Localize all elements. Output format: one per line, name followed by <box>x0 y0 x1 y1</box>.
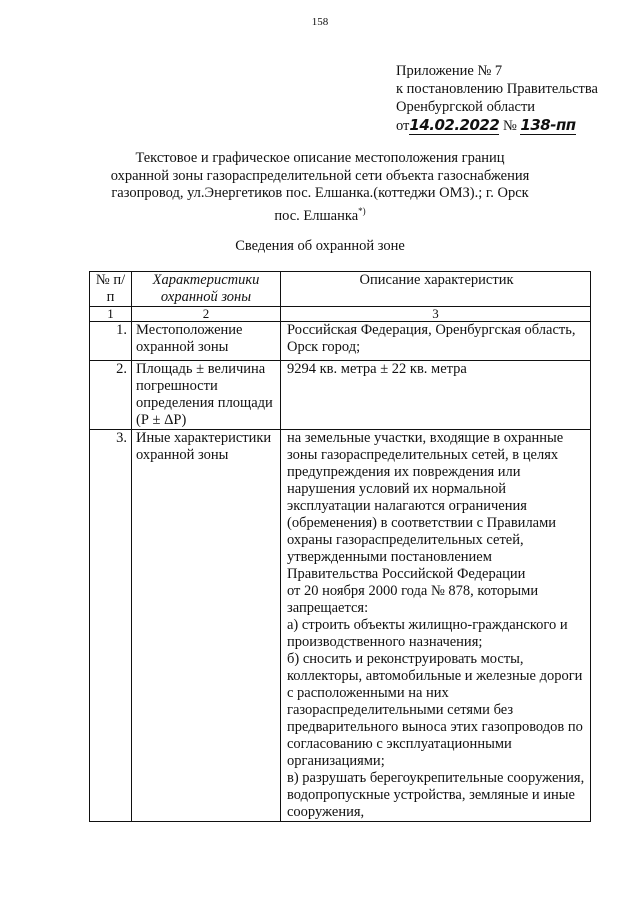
table-row <box>90 322 591 361</box>
appendix-date-line <box>396 116 598 135</box>
table-row <box>90 430 591 822</box>
row-name: Местоположение охранной зоны <box>132 322 281 361</box>
row-name: Площадь ± величина погрешности определения площади (Р ± ΔР) <box>132 361 281 430</box>
col-number: 1 <box>90 307 132 322</box>
row-desc: Российская Федерация, Оренбургская область, Орск город; <box>281 322 591 361</box>
footnote-mark: *) <box>358 205 366 216</box>
row-num: 1. <box>90 322 132 361</box>
appendix-line-2: к постановлению Правительства <box>396 81 598 97</box>
col-number: 2 <box>132 307 281 322</box>
row-num: 3. <box>90 430 132 822</box>
row-name: Иные характеристики охранной зоны <box>132 430 281 822</box>
date-prefix: от <box>396 118 410 134</box>
document-title <box>110 150 530 225</box>
table-header-row <box>90 272 591 307</box>
appendix-line-1: Приложение № 7 <box>396 63 503 79</box>
zone-info-table <box>89 271 591 822</box>
page-number: 158 <box>311 16 329 28</box>
section-subtitle: Сведения об охранной зоне <box>235 238 405 254</box>
row-desc: 9294 кв. метра ± 22 кв. метра <box>281 361 591 430</box>
title-text: Текстовое и графическое описание местоположения границ охранной зоны газораспределительной сети объекта газоснабжения газопровод, ул.Энергетиков пос. Елшанка.(коттеджи ОМЗ).; г. Орск пос. Елшанка <box>110 150 530 224</box>
header-characteristics: Характеристики охранной зоны <box>132 272 281 307</box>
appendix-line-3: Оренбургской области <box>396 99 536 115</box>
column-numbers-row <box>90 307 591 322</box>
handwritten-number: 138-пп <box>520 116 576 134</box>
handwritten-date: 14.02.2022 <box>409 116 500 134</box>
appendix-block <box>396 62 598 135</box>
row-num: 2. <box>90 361 132 430</box>
number-prefix: № <box>502 118 517 134</box>
col-number: 3 <box>281 307 591 322</box>
table-row <box>90 361 591 430</box>
row-desc: на земельные участки, входящие в охранные зоны газораспределительных сетей, в целях предупреждения их повреждения или нарушения условий их нормальной эксплуатации налагаются ограничения (обременения) в соответствии с Правилами охраны газораспределительных сетей, утвержденными постановлением Правительства Российской Федерации от 20 ноября 2000 года № 878, которыми запрещается: а) строить объекты жилищно-гражданского и производственного назначения; б) сносить и реконструировать мосты, коллекторы, автомобильные и железные дороги с расположенными на них газораспределительными сетями без предварительного выноса этих газопроводов по согласованию с эксплуатационными организациями; в) разрушать берегоукрепительные сооружения, водопропускные устройства, земляные и иные сооружения, <box>281 430 591 822</box>
header-num: № п/п <box>90 272 132 307</box>
header-description: Описание характеристик <box>281 272 591 307</box>
